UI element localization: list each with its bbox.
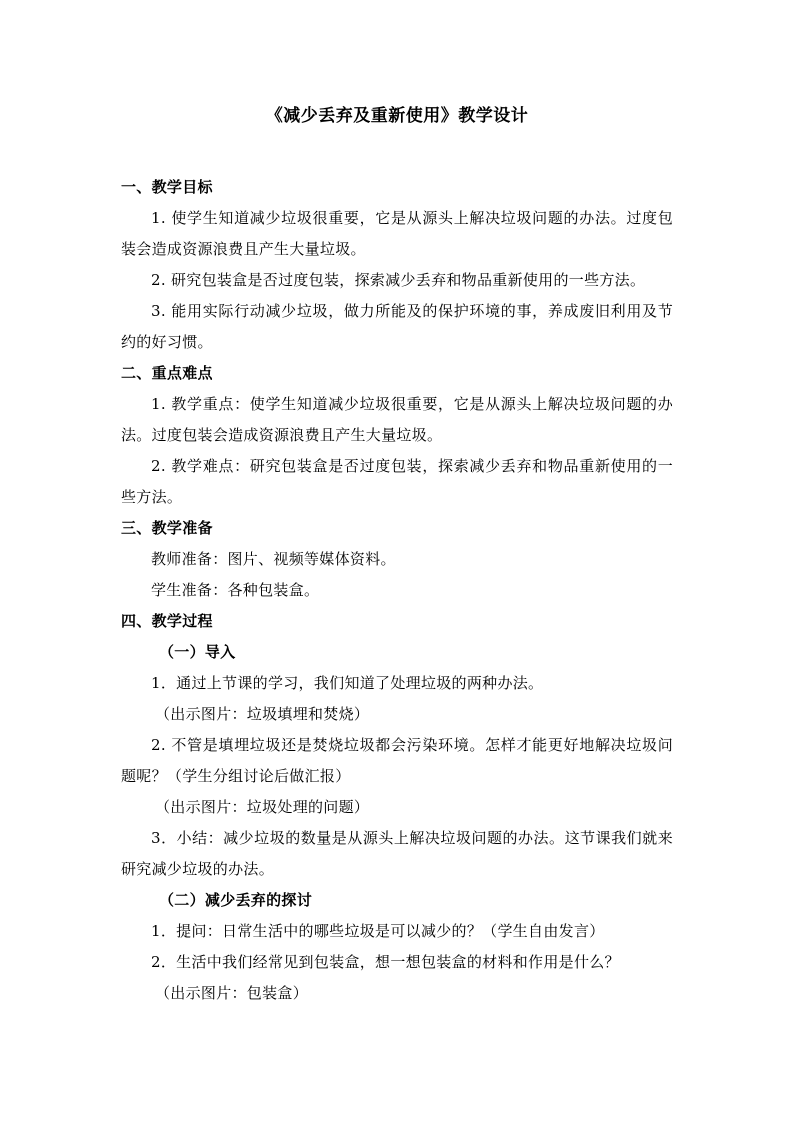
intro-item-2: 2. 不管是填埋垃圾还是焚烧垃圾都会污染环境。怎样才能更好地解决垃圾问题呢？（学生分组讨论后做汇报） [121, 736, 673, 785]
key-point-paragraph-1: 1. 教学重点：使学生知道减少垃圾很重要，它是从源头上解决垃圾问题的办法。过度包装会造成资源浪费且产生大量垃圾。 [121, 395, 673, 444]
objective-paragraph-1: 1. 使学生知道减少垃圾很重要，它是从源头上解决垃圾问题的办法。过度包装会造成资源浪费且产生大量垃圾。 [121, 209, 673, 258]
preparation-teacher: 教师准备：图片、视频等媒体资料。 [151, 550, 396, 568]
subheading-introduction: （一）导入 [159, 643, 236, 661]
discussion-item-2: 2．生活中我们经常见到包装盒，想一想包装盒的材料和作用是什么？ [151, 953, 620, 971]
key-point-paragraph-2: 2. 教学难点：研究包装盒是否过度包装，探索减少丢弃和物品重新使用的一些方法。 [121, 457, 673, 506]
intro-note-1: （出示图片：垃圾填埋和焚烧） [155, 705, 370, 723]
intro-item-3: 3．小结：减少垃圾的数量是从源头上解决垃圾问题的办法。这节课我们就来研究减少垃圾的办法。 [121, 829, 673, 878]
intro-item-1: 1．通过上节课的学习，我们知道了处理垃圾的两种办法。 [151, 674, 544, 692]
section-heading-preparation: 三、教学准备 [121, 519, 213, 537]
preparation-student: 学生准备：各种包装盒。 [151, 581, 320, 599]
section-heading-objectives: 一、教学目标 [121, 178, 213, 196]
section-heading-process: 四、教学过程 [121, 612, 213, 630]
subheading-reduce-discard: （二）减少丢弃的探讨 [159, 891, 313, 909]
objective-paragraph-2: 2. 研究包装盒是否过度包装，探索减少丢弃和物品重新使用的一些方法。 [151, 271, 646, 289]
section-heading-key-points: 二、重点难点 [121, 364, 213, 382]
discussion-item-1: 1．提问：日常生活中的哪些垃圾是可以减少的？（学生自由发言） [151, 922, 605, 940]
intro-note-2: （出示图片：垃圾处理的问题） [155, 798, 370, 816]
document-title: 《减少丢弃及重新使用》教学设计 [265, 106, 529, 126]
objective-paragraph-3: 3. 能用实际行动减少垃圾，做力所能及的保护环境的事，养成废旧利用及节约的好习惯。 [121, 302, 673, 351]
document-body [121, 172, 673, 1009]
discussion-note-1: （出示图片：包装盒） [155, 984, 309, 1002]
